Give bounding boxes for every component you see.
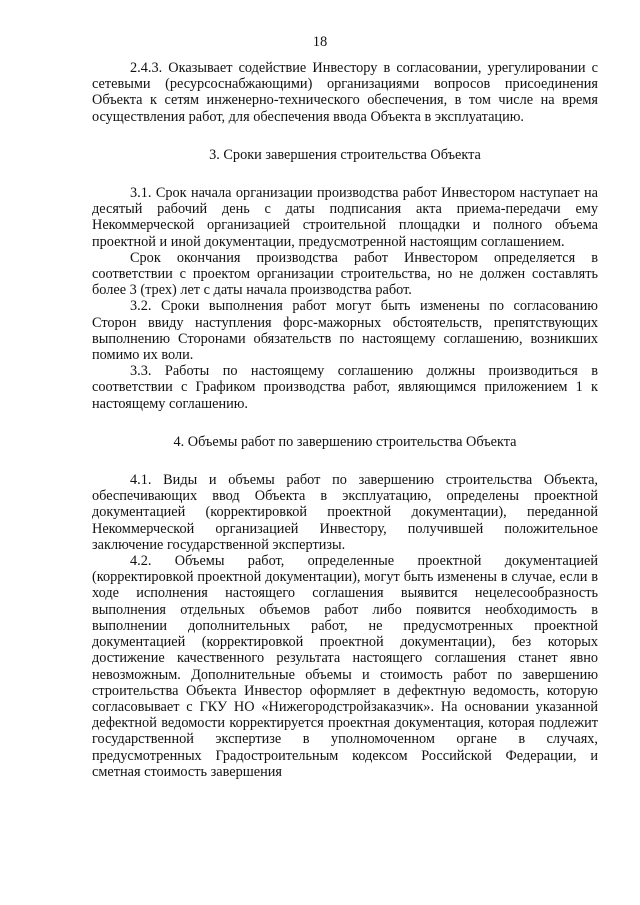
clause-3-1-continued: Срок окончания производства работ Инвестором определяется в соответствии с проектом организации строительства, но не должен составлять более 3 (трех) лет с даты начала производства работ. bbox=[92, 249, 598, 299]
clause-3-2: 3.2. Сроки выполнения работ могут быть изменены по согласованию Сторон ввиду наступления форс-мажорных обстоятельств, препятствующих выполнению Сторонами обязательств по настоящему соглашению, возникших помимо их воли. bbox=[92, 298, 598, 364]
page-number: 18 bbox=[312, 34, 328, 50]
clause-3-1: 3.1. Срок начала организации производства работ Инвестором наступает на десятый рабочий день с даты подписания акта приема-передачи ему Некоммерческой организацией строительной площадки и полного объема проектной и иной документации, предусмотренной настоящим соглашением. bbox=[92, 185, 598, 250]
document-body bbox=[92, 60, 598, 780]
clause-2-4-3: 2.4.3. Оказывает содействие Инвестору в согласовании, урегулировании с сетевыми (ресурсоснабжающими) организациями вопросов присоединения Объекта к сетям инженерно-технического обеспечения, в том числе на время осуществления работ, для обеспечения ввода Объекта в эксплуатацию. bbox=[92, 60, 598, 125]
clause-4-1: 4.1. Виды и объемы работ по завершению строительства Объекта, обеспечивающих ввод Объекта в эксплуатацию, определены проектной документацией (корректировкой проектной документации), переданной Некоммерческой организацией Инвестору, получившей положительное заключение государственной экспертизы. bbox=[92, 472, 598, 553]
clause-3-3: 3.3. Работы по настоящему соглашению должны производиться в соответствии с Графиком производства работ, являющимся приложением 1 к настоящему соглашению. bbox=[92, 363, 598, 412]
section-heading-4: 4. Объемы работ по завершению строительства Объекта bbox=[173, 433, 517, 450]
clause-4-2: 4.2. Объемы работ, определенные проектной документацией (корректировкой проектной документации), могут быть изменены в случае, если в ходе исполнения настоящего соглашения выявится нецелесообразность выполнения отдельных объемов работ либо появится необходимость в выполнении дополнительных работ, не предусмотренных проектной документацией (корректировкой проектной документации), без которых достижение качественного результата настоящего соглашения станет явно невозможным. Дополнительные объемы и стоимость работ по завершению строительства Объекта Инвестор оформляет в дефектную ведомость, которую согласовывает с ГКУ НО «Нижегородстройзаказчик». На основании указанной дефектной ведомости корректируется проектная документация, которая подлежит государственной экспертизе в уполномоченном органе в случаях, предусмотренных Градостроительным кодексом Российской Федерации, и сметная стоимость завершения bbox=[92, 553, 598, 780]
section-heading-3: 3. Сроки завершения строительства Объекта bbox=[209, 146, 481, 163]
